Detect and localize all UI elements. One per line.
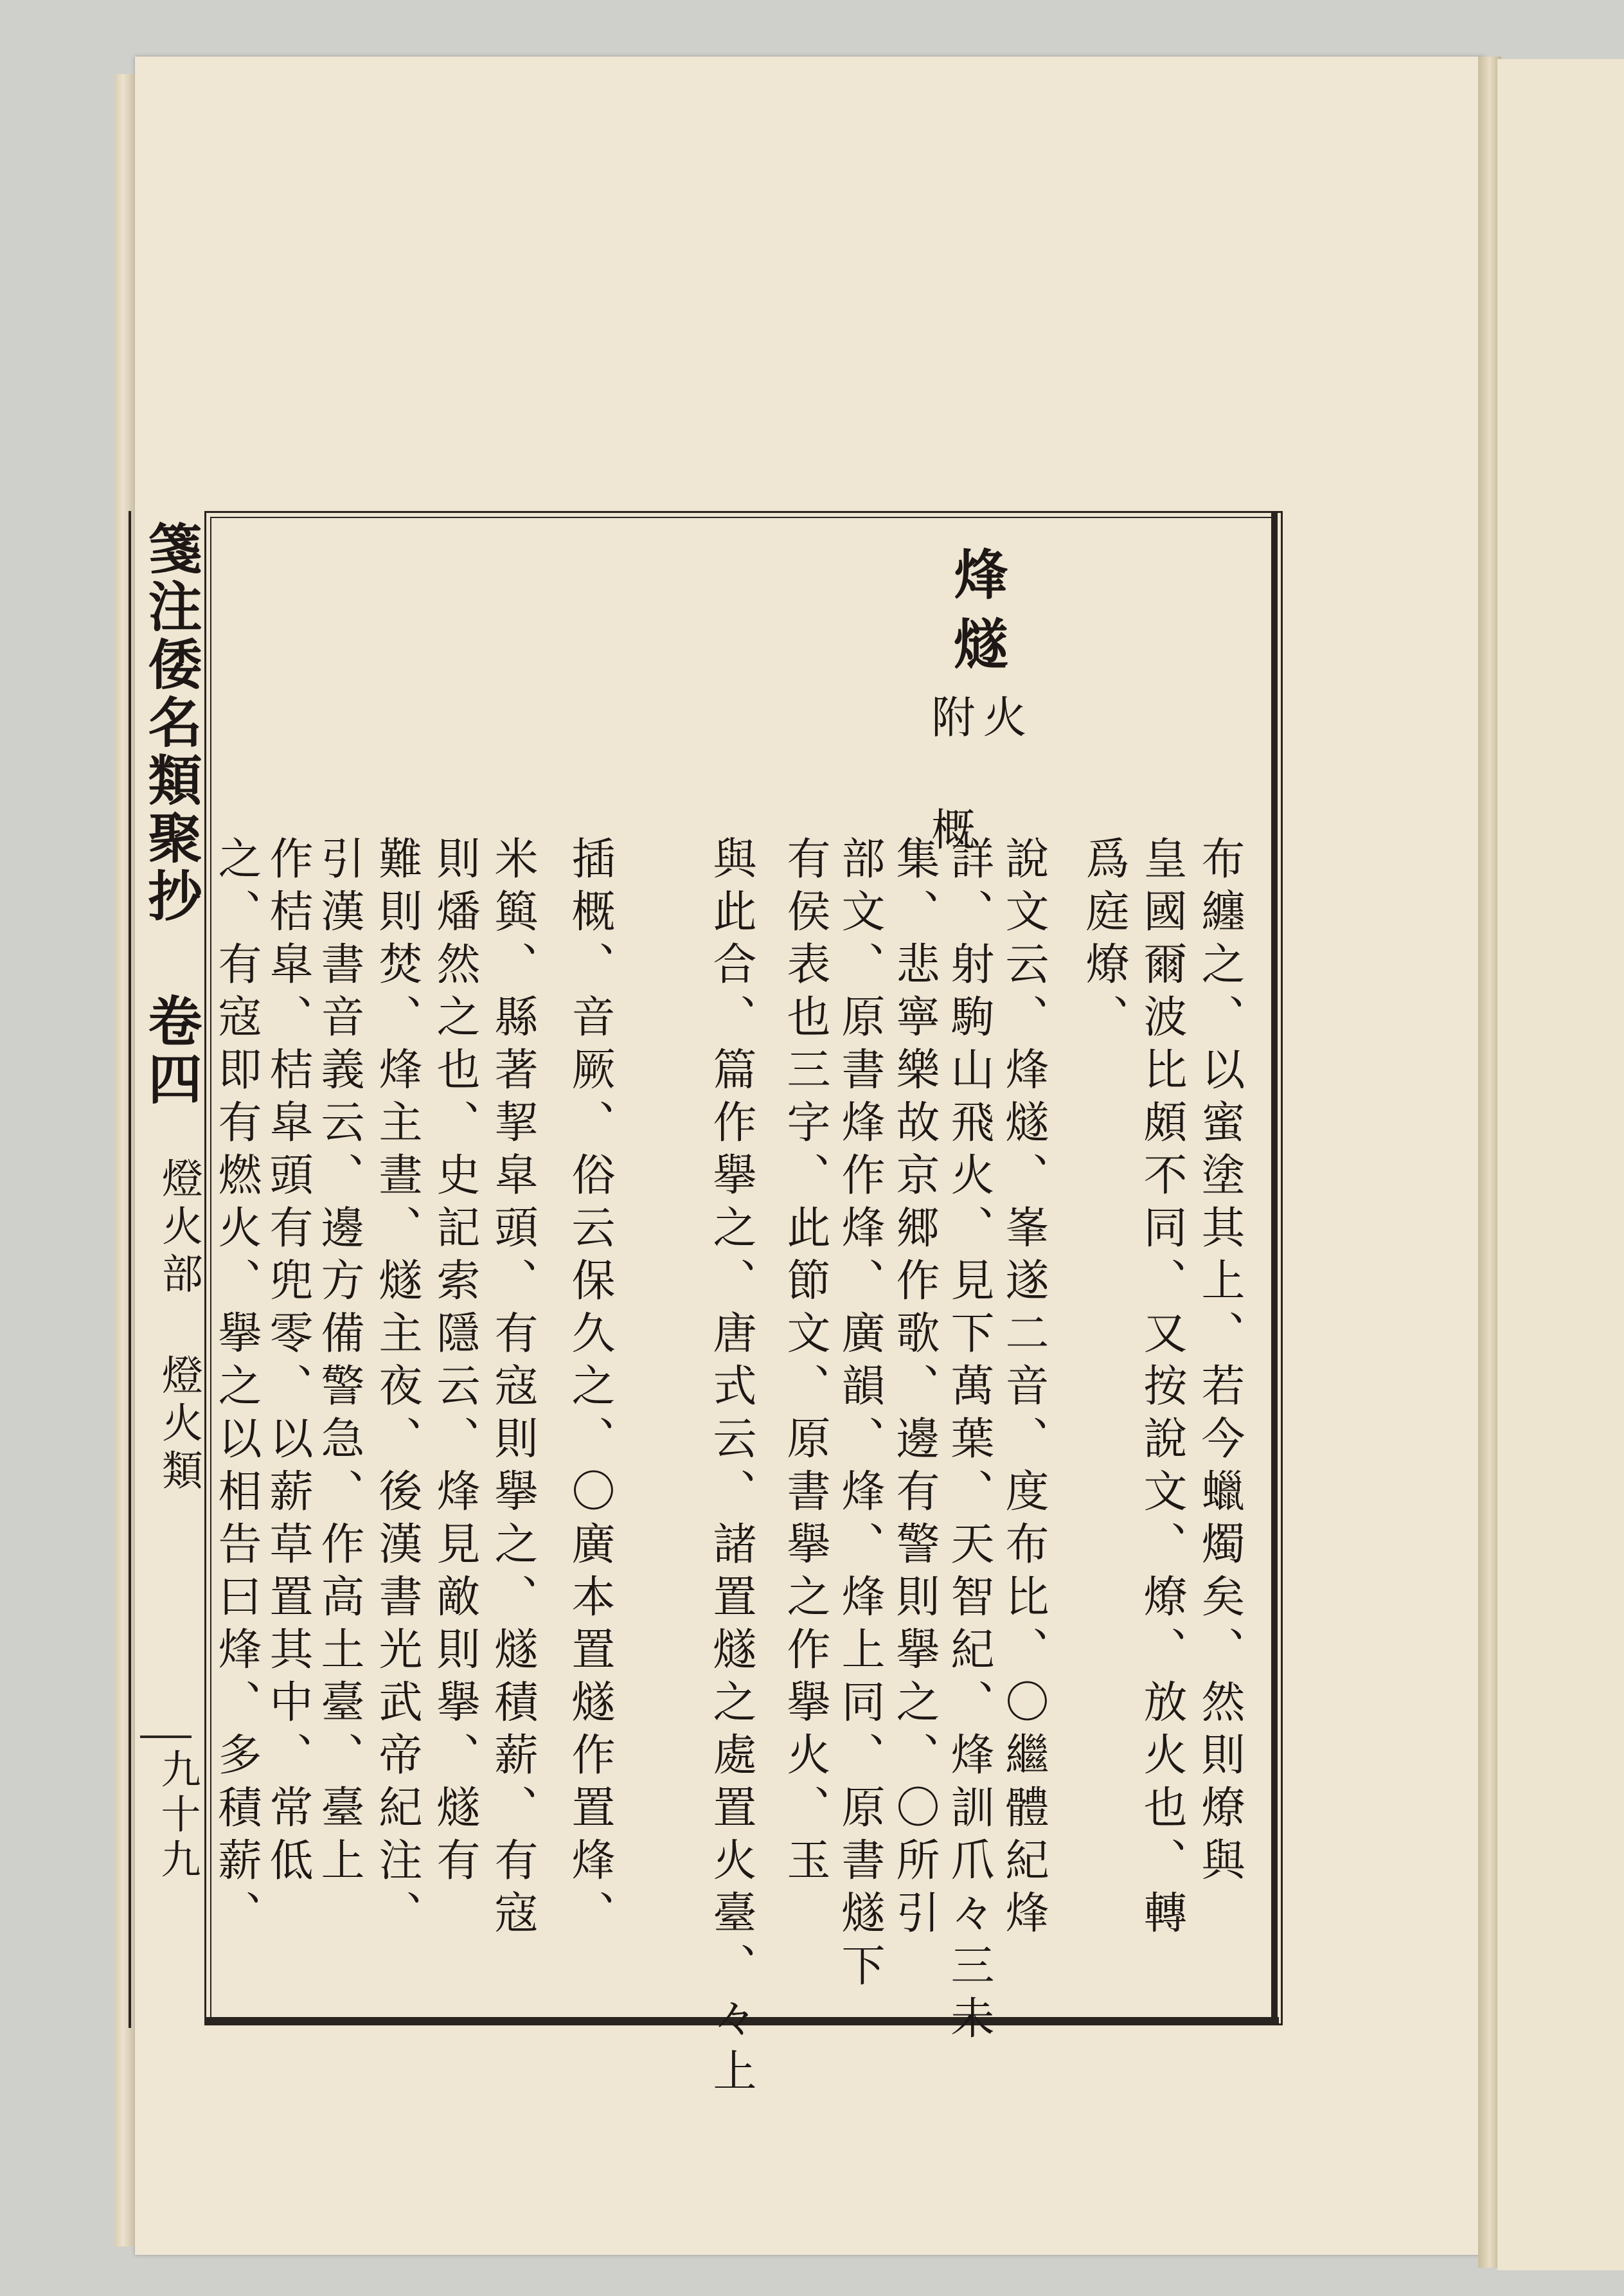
text-column: 皇國爾波比頗不同、又按說文、燎、放火也、轉 xyxy=(1136,836,1187,1942)
text-column: 插概、音厥、俗云保久之、〇廣本置燧作置烽、 xyxy=(564,836,615,1942)
text-column: 作桔皐、桔皐頭有兜零、以薪草置其中、常低 xyxy=(262,836,313,1890)
text-column: 詳、射駒山飛火、見下萬葉、天智紀、烽訓爪々三未 xyxy=(943,836,994,2048)
text-column: 有侯表也三字、此節文、原書擧之作擧火、玉 xyxy=(780,836,830,1890)
text-column: 說文云、烽燧、峯遂二音、度布比、〇繼體紀烽 xyxy=(998,836,1049,1942)
book-title: 箋注倭名類聚抄 卷四 xyxy=(139,521,203,1109)
text-column: 部文、原書烽作烽、廣韻、烽、烽上同、原書燧下 xyxy=(834,836,885,1995)
text-column: 則燔然之也、史記索隱云、烽見敵則擧、燧有 xyxy=(429,836,480,1890)
text-column: 爲庭燎、 xyxy=(1078,836,1129,1046)
page-number: 九十九 xyxy=(154,1748,201,1883)
text-column: 難則焚、烽主晝、燧主夜、後漢書光武帝紀注、 xyxy=(371,836,422,1942)
text-column: 與此合、篇作擧之、唐式云、諸置燧之處置火臺、々上 xyxy=(706,836,756,2101)
page-number-rule xyxy=(140,1735,192,1738)
entry-title: 烽燧 xyxy=(945,546,1009,685)
section-label: 燈火部 燈火類 xyxy=(155,1157,202,1496)
text-column: 之、有寇即有燃火、擧之以相告曰烽、多積薪、 xyxy=(211,836,262,1942)
margin-rule xyxy=(129,511,131,2028)
text-column: 布纏之、以蜜塗其上、若今蠟燭矣、然則燎與 xyxy=(1194,836,1245,1890)
text-column: 集、悲寧樂故京郷作歌、邊有警則擧之、〇所引 xyxy=(889,836,940,1942)
frame-shadow-right xyxy=(1271,511,1278,2025)
facing-page xyxy=(1497,59,1624,2270)
text-column: 引漢書音義云、邊方備警急、作高土臺、臺上 xyxy=(314,836,364,1890)
text-column: 米籅、縣著挈皐頭、有寇則擧之、燧積薪、有寇 xyxy=(487,836,538,1942)
entry-subtitle-2: 附 概 xyxy=(924,694,975,859)
entry-subtitle: 火 xyxy=(976,694,1026,747)
